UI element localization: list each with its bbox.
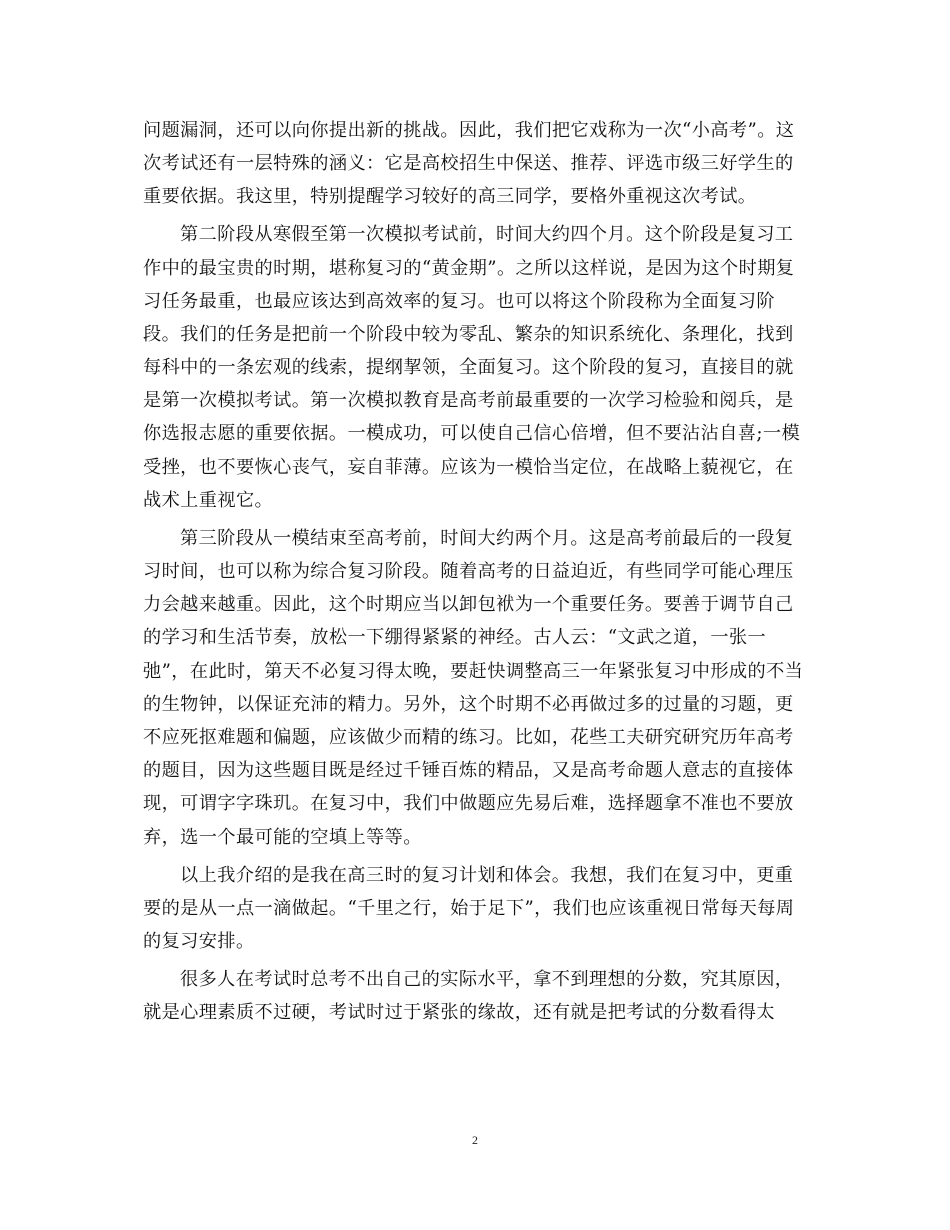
document-body [143,114,807,1029]
text-line: 你选报志愿的重要依据。一模成功，可以使自己信心倍增，但不要沾沾自喜;一模 [143,423,801,445]
text-line: 很多人在考试时总考不出自己的实际水平，拿不到理想的分数，究其原因， [180,968,794,990]
text-line: 第二阶段从寒假至第一次模拟考试前，时间大约四个月。这个阶段是复习工 [180,224,794,246]
text-line: 战术上重视它。 [143,489,274,511]
text-line: 习时间，也可以称为综合复习阶段。随着高考的日益迫近，有些同学可能心理压 [143,561,794,583]
paragraph [143,963,807,1029]
text-line: 次考试还有一层特殊的涵义：它是高校招生中保送、推荐、评选市级三好学生的 [143,153,794,175]
paragraph [143,522,807,854]
text-line: 就是心理素质不过硬，考试时过于紧张的缘故，还有就是把考试的分数看得太 [143,1002,775,1024]
text-line: 习任务最重，也最应该达到高效率的复习。也可以将这个阶段称为全面复习阶 [143,290,775,312]
text-line: 第三阶段从一模结束至高考前，时间大约两个月。这是高考前最后的一段复 [180,527,794,549]
text-line: 是第一次模拟考试。第一次模拟教育是高考前最重要的一次学习检验和阅兵，是 [143,390,794,412]
text-line: 现，可谓字字珠玑。在复习中，我们中做题应先易后难，选择题拿不准也不要放 [143,793,794,815]
text-line: 不应死抠难题和偏题，应该做少而精的练习。比如，花些工夫研究研究历年高考 [143,726,794,748]
text-line: 弃，选一个最可能的空填上等等。 [143,826,422,848]
text-line: 作中的最宝贵的时期，堪称复习的“黄金期”。之所以这样说，是因为这个时期复 [143,257,795,279]
text-line: 的学习和生活节奏，放松一下绷得紧紧的神经。古人云：“文武之道，一张一 [143,627,767,649]
text-line: 要的是从一点一滴做起。“千里之行，始于足下”，我们也应该重视日常每天每周 [143,897,795,919]
text-line: 重要依据。我这里，特别提醒学习较好的高三同学，要格外重视这次考试。 [143,186,757,208]
paragraph [143,218,807,517]
text-line: 问题漏洞，还可以向你提出新的挑战。因此，我们把它戏称为一次“小高考”。这 [143,120,795,141]
text-line: 弛”，在此时，第天不必复习得太晚，要赶快调整高三一年紧张复习中形成的不当 [143,660,804,682]
text-line: 力会越来越重。因此，这个时期应当以卸包袱为一个重要任务。要善于调节自己 [143,594,794,616]
text-line: 每科中的一条宏观的线索，提纲挈领，全面复习。这个阶段的复习，直接目的就 [143,357,794,379]
text-line: 段。我们的任务是把前一个阶段中较为零乱、繁杂的知识系统化、条理化，找到 [143,323,794,345]
text-line: 的题目，因为这些题目既是经过千锤百炼的精品，又是高考命题人意志的直接体 [143,760,794,782]
paragraph [143,859,807,959]
paragraph [143,114,807,214]
text-line: 的复习安排。 [143,930,255,952]
text-line: 的生物钟，以保证充沛的精力。另外，这个时期不必再做过多的过量的习题，更 [143,693,794,715]
text-line: 以上我介绍的是我在高三时的复习计划和体会。我想，我们在复习中，更重 [180,864,794,886]
text-line: 受挫，也不要恢心丧气，妄自菲薄。应该为一模恰当定位，在战略上藐视它，在 [143,456,794,478]
page-number: 2 [472,1133,478,1147]
